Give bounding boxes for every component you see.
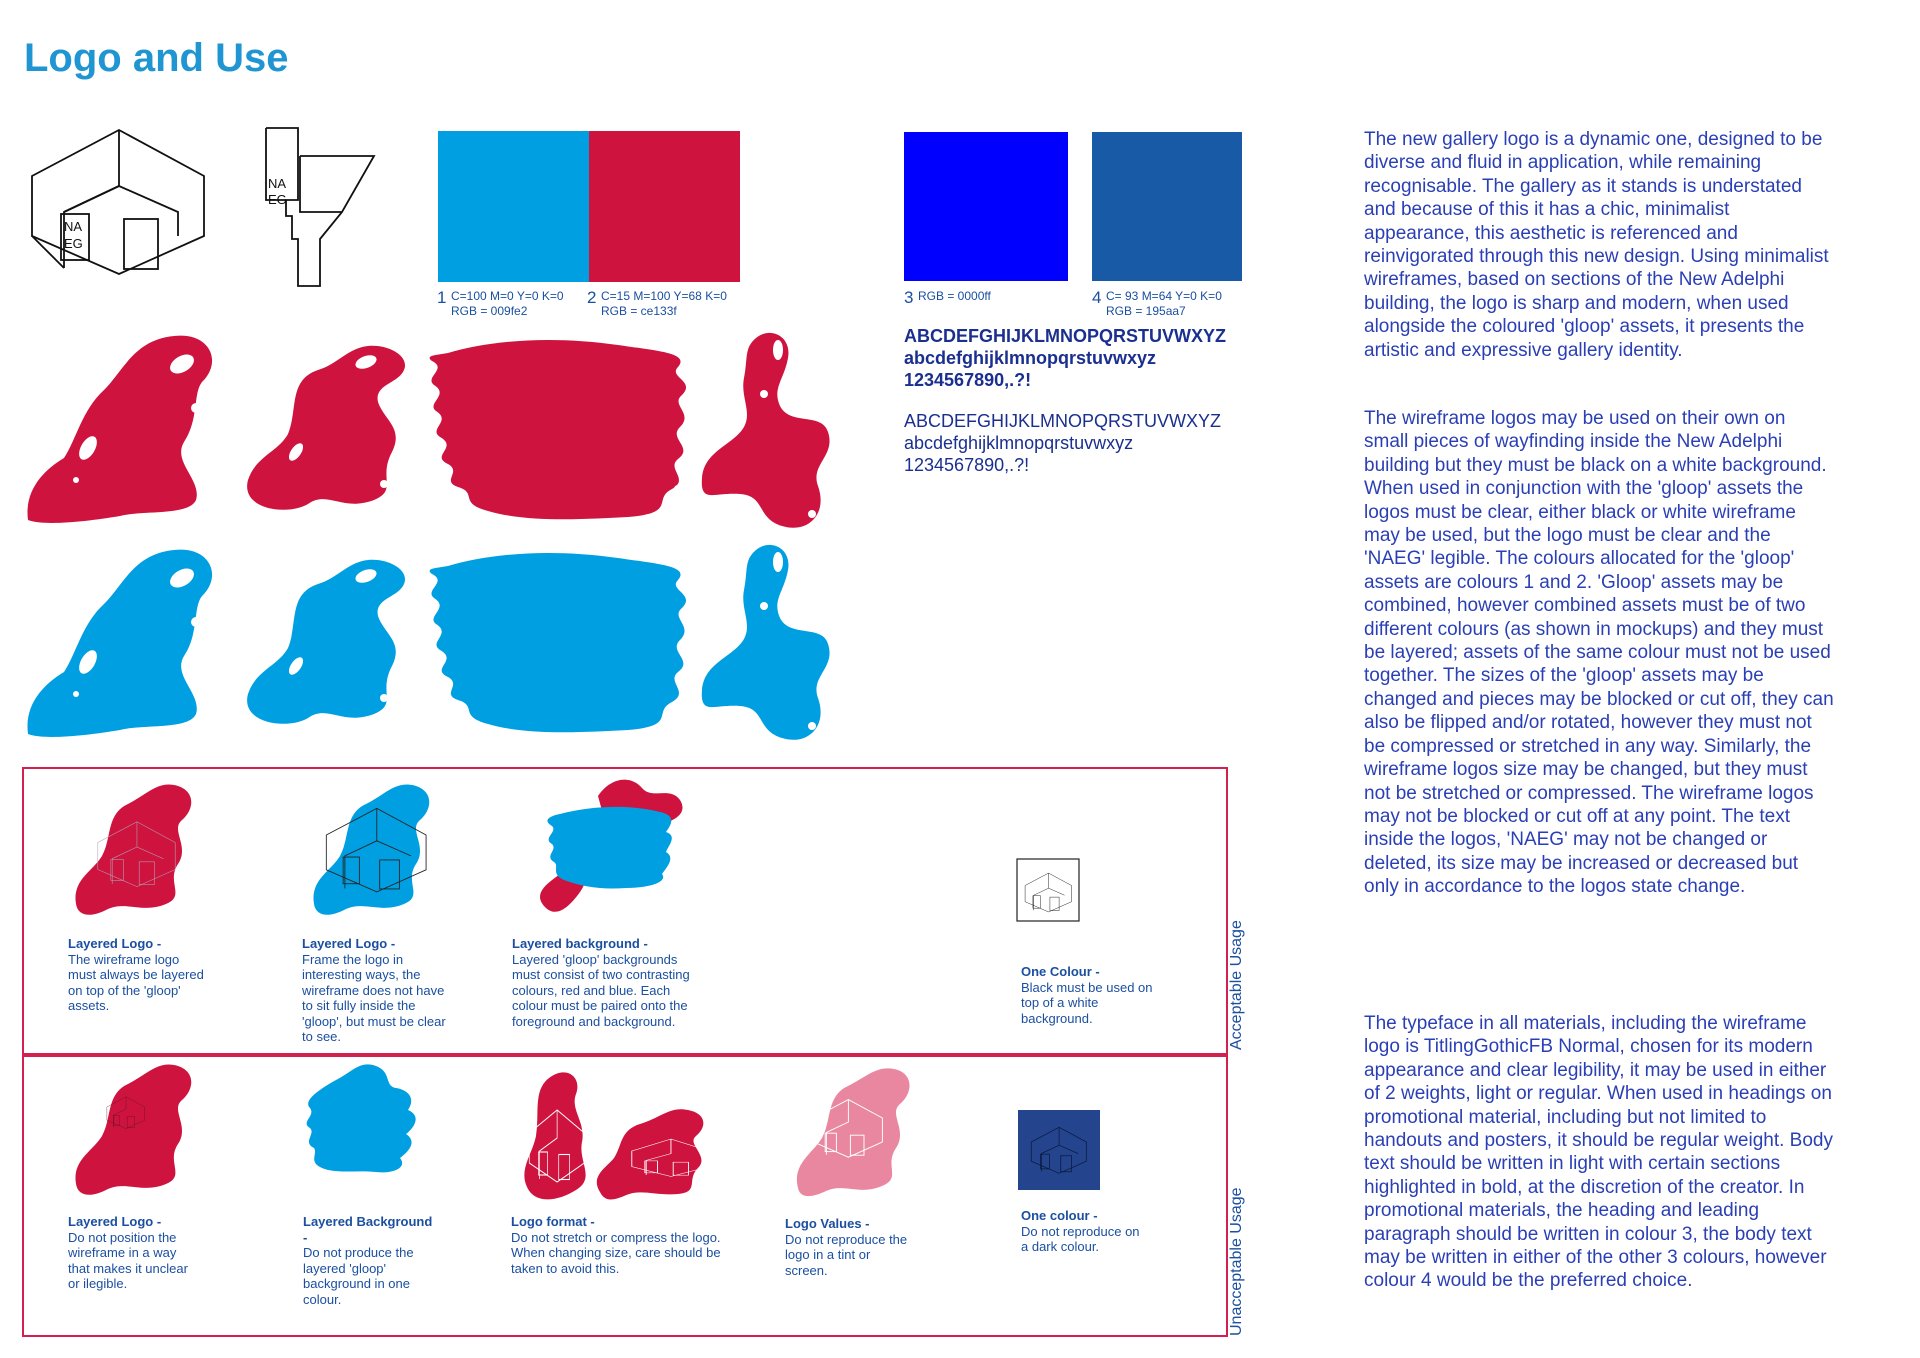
unacceptable-usage-label: Unacceptable Usage [1228,1187,1245,1336]
house-wireframe-logo [28,126,208,276]
acceptable-caption-2: Layered Logo - Frame the logo in interesting ways, the wireframe does not have to sit fully inside the 'gloop', but must be clear to see. [302,936,446,1044]
gloop-asset-red-3 [428,333,698,521]
intro-paragraph: The new gallery logo is a dynamic one, designed to be diverse and fluid in application, while remaining recognisable. The gallery as it stands is understated and because of this it has a chic, minimalist appearance, this aesthetic is referenced and reinvigorated through this new design. Using minimalist wireframes, based on sections of the New Adelphi building, the logo is sharp and modern, when used alongside the coloured 'gloop' assets, it presents the artistic and expressive gallery identity. [1364,129,1829,361]
unacceptable-caption-5: One colour - Do not reproduce on a dark colour. [1021,1208,1140,1254]
colour-caption-4: 4 C= 93 M=64 Y=0 K=0 RGB = 195aa7 [1092,288,1222,318]
typeface-regular-specimen: ABCDEFGHIJKLMNOPQRSTUVWXYZ abcdefghijklmnopqrstuvwxyz 1234567890,.?! [904,326,1227,390]
acceptable-example-4 [1016,858,1080,922]
gloop-asset-red-1 [24,330,224,522]
gloop-asset-red-4 [700,328,840,534]
page-title: Logo and Use [24,36,289,80]
unacceptable-caption-4: Logo Values - Do not reproduce the logo in a tint or screen. [785,1216,908,1278]
acceptable-example-2 [300,776,440,922]
unacceptable-example-5 [1018,1110,1100,1190]
acceptable-example-1 [66,780,196,920]
wireframe-paragraph: The wireframe logos may be used on their own on small pieces of wayfinding inside the New Adelphi building but they must be black on a white background. When used in conjunction with the 'gloop' assets the logos must be clear, either black or white wireframe may be used, but the logo must be clear and the 'NAEG' legible. The colours allocated for the 'gloop' assets are colours 1 and 2. 'Gloop' assets may be combined, however combined assets must be of two different colours (as shown in mockups) and they must be layered; assets of the same colour must not be used together. The sizes of the 'gloop' assets may be changed and pieces may be blocked or cut off, they can also be flipped and/or rotated, however they must not be compressed or stretched in any way. Similarly, the wireframe logos size may be changed, but they must not be stretched or compressed. The wireframe logos may not be blocked or cut off at any point. The text inside the logos, 'NAEG' may not be changed or deleted, its size may be increased or decreased but only in accordance to the logos state change. [1364,408,1834,898]
unacceptable-example-2 [296,1058,426,1198]
gloop-asset-blue-1 [24,544,224,736]
acceptable-caption-4: One Colour - Black must be used on top of a white background. [1021,964,1153,1026]
colour-swatch-1 [438,131,589,282]
unacceptable-caption-3: Logo format - Do not stretch or compress the logo. When changing size, care should be taken to avoid this. [511,1214,721,1276]
gloop-asset-blue-4 [700,540,840,746]
house-logo-text-2: EG [64,236,83,251]
colour-swatch-3 [904,132,1068,281]
unacceptable-example-3 [510,1062,730,1202]
acceptable-usage-label: Acceptable Usage [1228,920,1245,1050]
colour-caption-2: 2 C=15 M=100 Y=68 K=0 RGB = ce133f [587,288,727,318]
gloop-asset-blue-2 [238,554,413,732]
colour-caption-1: 1 C=100 M=0 Y=0 K=0 RGB = 009fe2 [437,288,564,318]
unacceptable-caption-2: Layered Background - Do not produce the layered 'gloop' background in one colour. [303,1214,433,1307]
vertical-logo-text-2: EG [268,192,287,207]
colour-swatch-2 [589,131,740,282]
colour-caption-3: 3 RGB = 0000ff [904,288,991,307]
vertical-wireframe-logo [262,124,392,289]
unacceptable-caption-1: Layered Logo - Do not position the wireframe in a way that makes it unclear or ilegible. [68,1214,188,1291]
colour-swatch-4 [1092,132,1242,281]
acceptable-example-3 [530,774,690,922]
acceptable-caption-3: Layered background - Layered 'gloop' backgrounds must consist of two contrasting colours, red and blue. Each colour must be paired onto the foreground and background. [512,936,690,1029]
typeface-light-specimen: ABCDEFGHIJKLMNOPQRSTUVWXYZ abcdefghijklmnopqrstuvwxyz 1234567890,.?! [904,411,1222,475]
unacceptable-example-4 [786,1064,916,1200]
vertical-logo-text-1: NA [268,176,287,191]
gloop-asset-blue-3 [428,546,698,734]
typeface-paragraph: The typeface in all materials, including the wireframe logo is TitlingGothicFB Normal, chosen for its modern appearance and clear legibility, it may be used in either of 2 weights, light or regular. When used in headings on promotional material, including but not limited to handouts and posters, it should be regular weight. Body text should be written in light with certain sections highlighted in bold, at the discretion of the creator. In promotional materials, the heading and leading paragraph should be written in colour 3, the body text may be written in either of the other 3 colours, however colour 4 would be the preferred choice. [1364,1013,1833,1292]
unacceptable-example-1 [66,1060,196,1200]
house-logo-text-1: NA [64,219,83,234]
acceptable-caption-1: Layered Logo - The wireframe logo must always be layered on top of the 'gloop' assets. [68,936,204,1013]
gloop-asset-red-2 [238,340,413,518]
